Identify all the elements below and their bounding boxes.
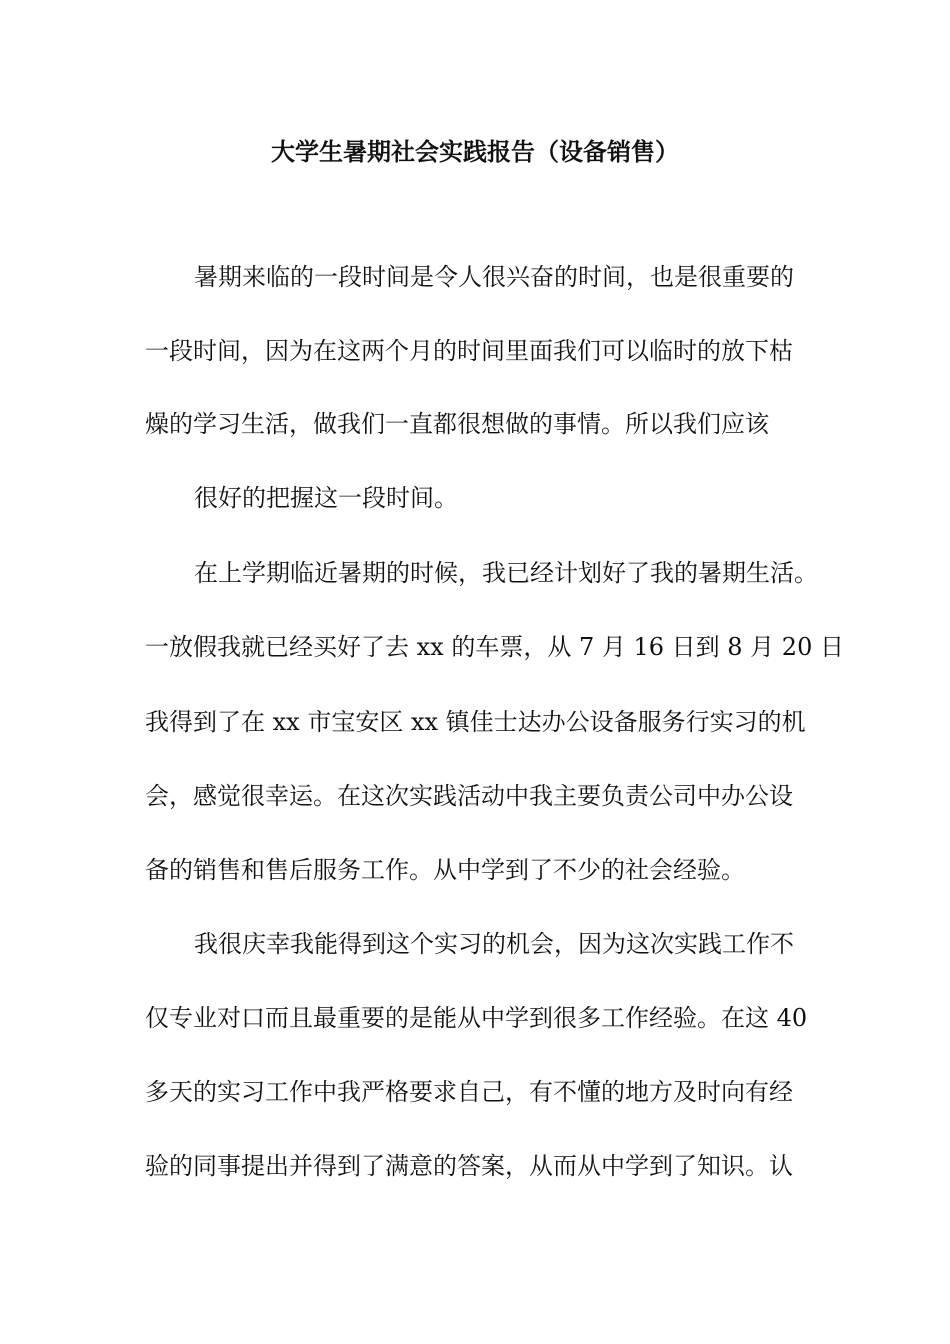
paragraph-line: 仅专业对口而且最重要的是能从中学到很多工作经验。在这 40 — [145, 1004, 808, 1032]
paragraph-line: 备的销售和售后服务工作。从中学到了不少的社会经验。 — [145, 856, 745, 884]
paragraph-line: 燥的学习生活，做我们一直都很想做的事情。所以我们应该 — [145, 410, 769, 438]
paragraph-line: 多天的实习工作中我严格要求自己，有不懂的地方及时向有经 — [145, 1078, 793, 1106]
paragraph-line: 很好的把握这一段时间。 — [194, 484, 458, 512]
paragraph-line: 我得到了在 xx 市宝安区 xx 镇佳士达办公设备服务行实习的机 — [145, 708, 806, 736]
paragraph-line: 验的同事提出并得到了满意的答案，从而从中学到了知识。认 — [145, 1152, 793, 1180]
paragraph-line: 一段时间，因为在这两个月的时间里面我们可以临时的放下枯 — [145, 337, 793, 365]
paragraph-line: 会，感觉很幸运。在这次实践活动中我主要负责公司中办公设 — [145, 782, 793, 810]
document-title: 大学生暑期社会实践报告（设备销售） — [271, 137, 679, 166]
paragraph-line: 一放假我就已经买好了去 xx 的车票，从 7 月 16 日到 8 月 20 日 — [145, 633, 844, 661]
paragraph-line: 我很庆幸我能得到这个实习的机会，因为这次实践工作不 — [194, 930, 794, 958]
paragraph-line: 暑期来临的一段时间是令人很兴奋的时间，也是很重要的 — [194, 263, 794, 291]
paragraph-line: 在上学期临近暑期的时候，我已经计划好了我的暑期生活。 — [194, 559, 818, 587]
